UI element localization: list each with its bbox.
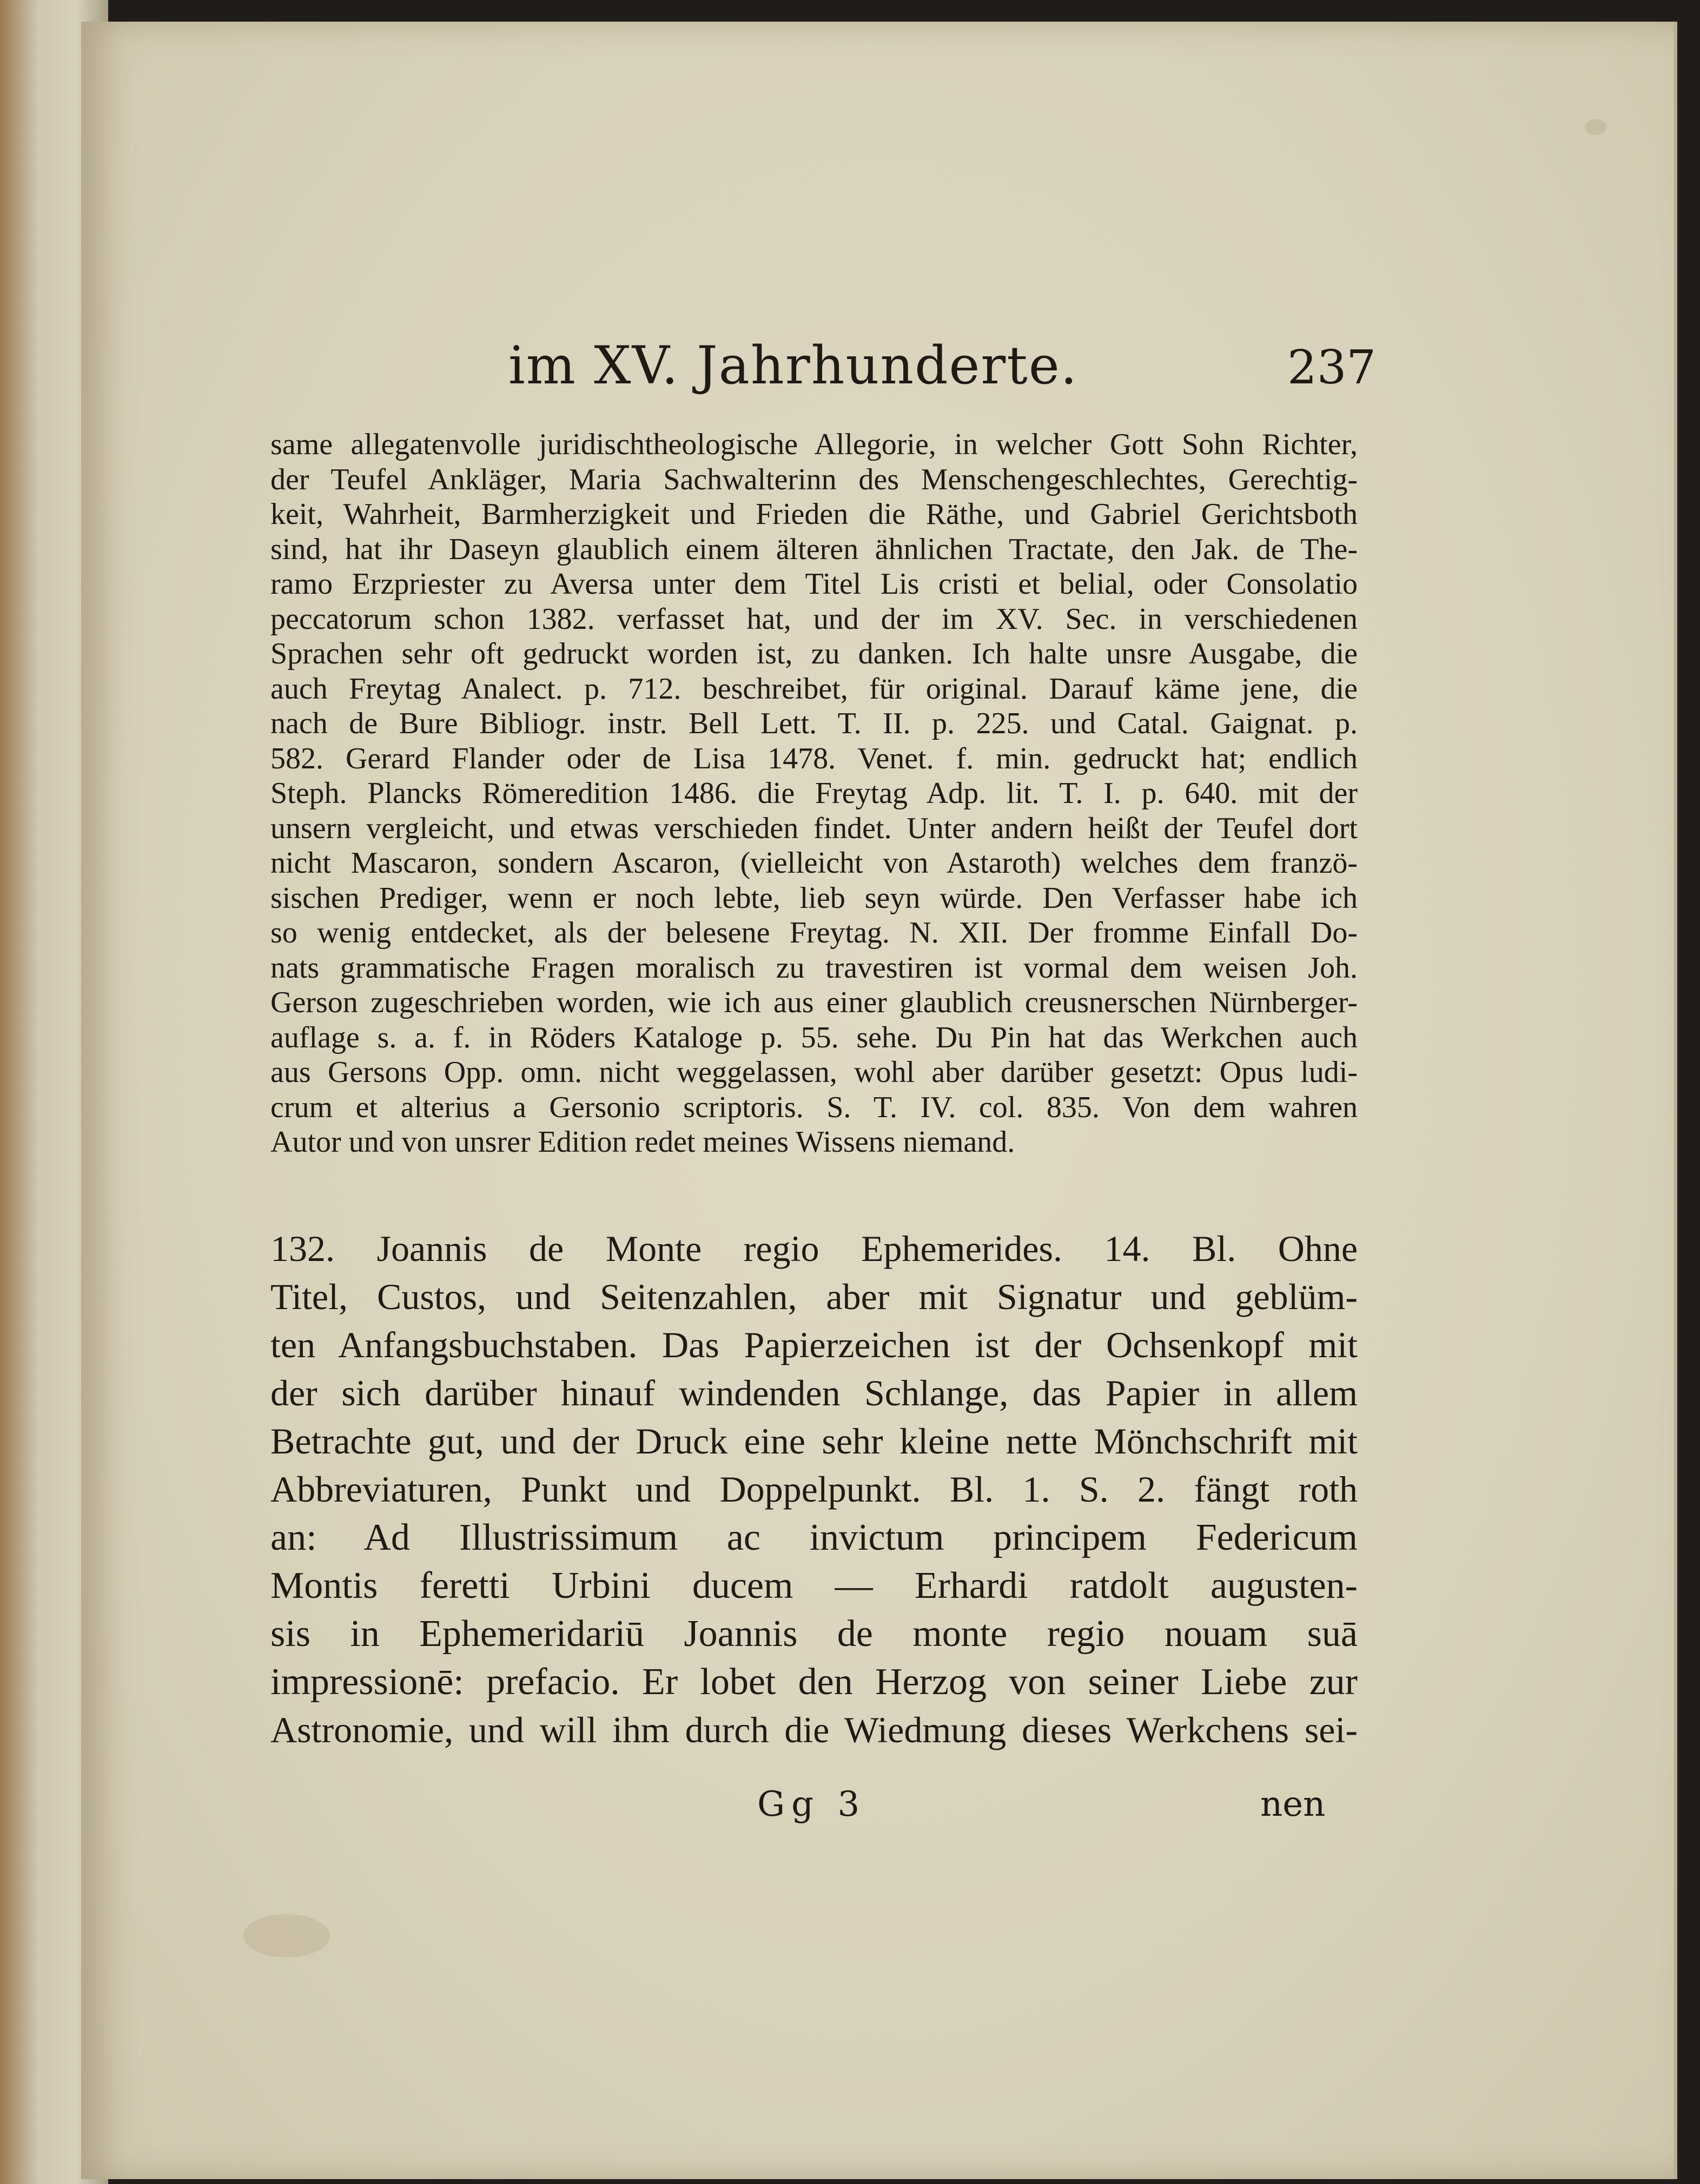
footnote-line: auflage s. a. f. in Röders Kataloge p. 55. sehe. Du Pin hat das Werkchen auch <box>270 1020 1358 1054</box>
catalog-entry-132 <box>270 1225 1358 1754</box>
footnote-line: nicht Mascaron, sondern Ascaron, (vielleicht von Astaroth) welches dem franzö- <box>270 846 1358 880</box>
entry-line: Titel, Custos, und Seitenzahlen, aber mit Signatur und geblüm- <box>270 1276 1358 1317</box>
footnote-line: nach de Bure Bibliogr. instr. Bell Lett. T. II. p. 225. und Catal. Gaignat. p. <box>270 707 1358 740</box>
entry-line: 132. Joannis de Monte regio Ephemerides. 14. Bl. Ohne <box>270 1228 1358 1269</box>
footnote-line: aus Gersons Opp. omn. nicht weggelassen, wohl aber darüber gesetzt: Opus ludi- <box>270 1056 1358 1089</box>
page-number: 237 <box>1287 341 1377 395</box>
entry-line-incipit: impressionē: prefacio. Er lobet den Herzog von seiner Liebe zur <box>270 1661 1358 1703</box>
entry-line: ten Anfangsbuchstaben. Das Papierzeichen ist der Ochsenkopf mit <box>270 1324 1358 1365</box>
footnote-line: peccatorum schon 1382. verfasset hat, und der im XV. Sec. in verschiedenen <box>270 602 1358 636</box>
footnote-line: auch Freytag Analect. p. 712. beschreibet, für original. Darauf käme jene, die <box>270 672 1358 706</box>
footnote-line: Steph. Plancks Römeredition 1486. die Freytag Adp. lit. T. I. p. 640. mit der <box>270 776 1358 810</box>
footnote-line: so wenig entdecket, als der belesene Freytag. N. XII. Der fromme Einfall Do- <box>270 916 1358 950</box>
footnote-line: unsern vergleicht, und etwas verschieden findet. Unter andern heißt der Teufel dort <box>270 811 1358 845</box>
footnote-line: sind, hat ihr Daseyn glaublich einem älteren ähnlichen Tractate, den Jak. de The- <box>270 532 1358 566</box>
footnote-line: ramo Erzpriester zu Aversa unter dem Titel Lis cristi et belial, oder Consolatio <box>270 567 1358 601</box>
catchword: nen <box>1260 1784 1326 1824</box>
footnote-line: keit, Wahrheit, Barmherzigkeit und Frieden die Räthe, und Gabriel Gerichtsboth <box>270 497 1358 531</box>
entry-line-incipit: Montis feretti Urbini ducem — Erhardi ratdolt augusten- <box>270 1565 1358 1607</box>
footnote-line: sischen Prediger, wenn er noch lebte, lieb seyn würde. Den Verfasser habe ich <box>270 881 1358 915</box>
footnote-line: der Teufel Ankläger, Maria Sachwalterinn des Menschengeschlechtes, Gerechtig- <box>270 462 1358 496</box>
entry-line-incipit: an: Ad Illustrissimum ac invictum principem Federicum <box>270 1517 1358 1558</box>
footnote-line: Sprachen sehr oft gedruckt worden ist, zu danken. Ich halte unsre Ausgabe, die <box>270 637 1358 671</box>
footnote-block <box>270 427 1358 1160</box>
entry-line: Abbreviaturen, Punkt und Doppelpunkt. Bl. 1. S. 2. fängt roth <box>270 1469 1358 1510</box>
paper-stain <box>1585 119 1606 135</box>
entry-line-incipit: sis in Ephemeridariū Joannis de monte regio nouam suā <box>270 1613 1358 1655</box>
paper-stain <box>243 1914 330 1957</box>
running-title: im XV. Jahrhunderte. <box>508 335 1079 396</box>
footnote-line: crum et alterius a Gersonio scriptoris. S. T. IV. col. 835. Von dem wahren <box>270 1090 1358 1124</box>
footnote-line: Gerson zugeschrieben worden, wie ich aus einer glaublich creusnerschen Nürnberger- <box>270 986 1358 1019</box>
footnote-line: Autor und von unsrer Edition redet meines Wissens niemand. <box>270 1125 1015 1159</box>
footnote-line: 582. Gerard Flander oder de Lisa 1478. Venet. f. min. gedruckt hat; endlich <box>270 741 1358 775</box>
footnote-line: same allegatenvolle juridischtheologische Allegorie, in welcher Gott Sohn Richter, <box>270 428 1358 461</box>
entry-line: Betrachte gut, und der Druck eine sehr kleine nette Mönchschrift mit <box>270 1420 1358 1462</box>
footnote-line: nats grammatische Fragen moralisch zu travestiren ist vormal dem weisen Joh. <box>270 951 1358 985</box>
entry-line: der sich darüber hinauf windenden Schlange, das Papier in allem <box>270 1372 1358 1413</box>
entry-line: Astronomie, und will ihm durch die Wiedmung dieses Werkchens sei- <box>270 1709 1358 1750</box>
signature-mark: Gg 3 <box>757 1784 866 1824</box>
